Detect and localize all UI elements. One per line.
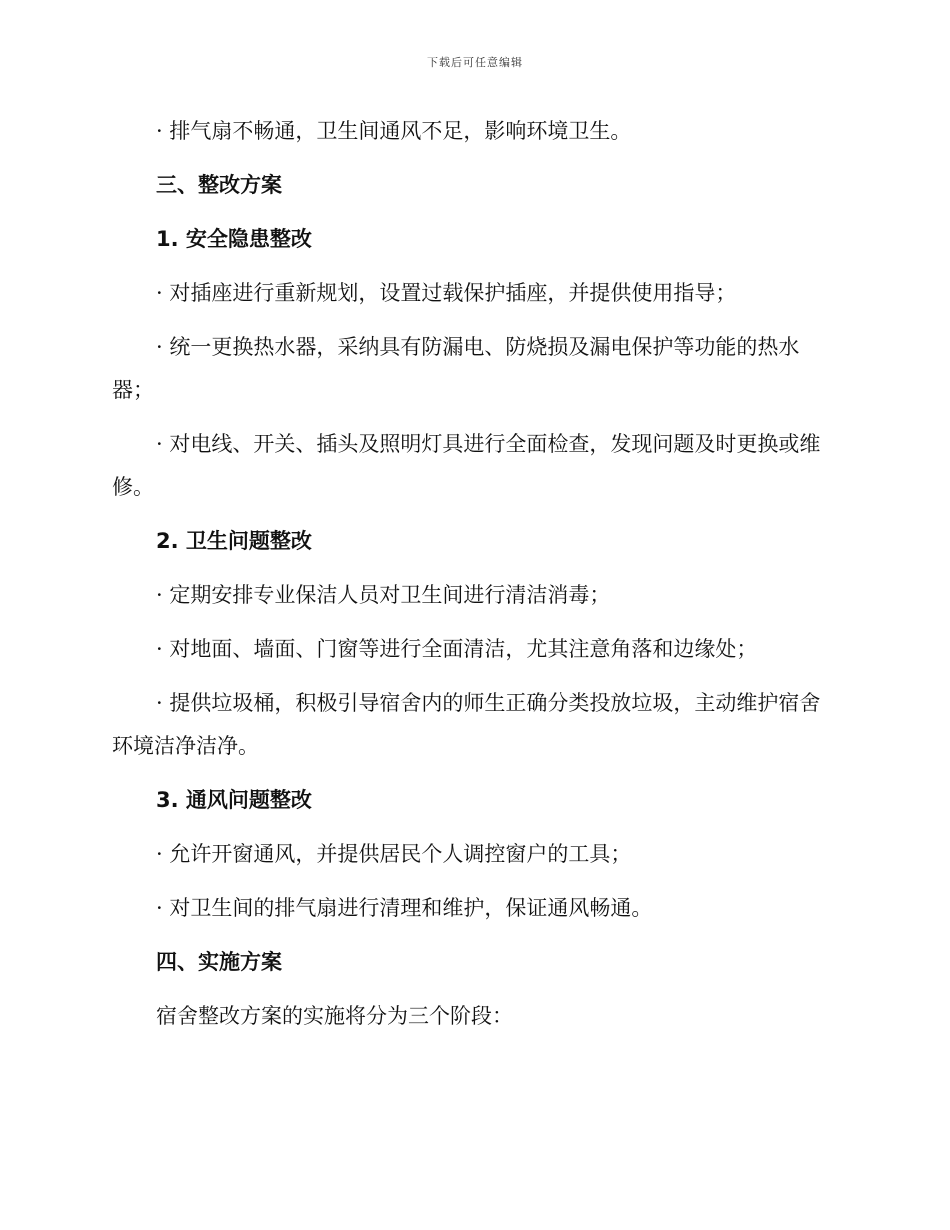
section-heading-rectification-plan: 三、整改方案: [156, 173, 282, 197]
bullet-wiring-inspection: · 对电线、开关、插头及照明灯具进行全面检查，发现问题及时更换或维修。: [112, 432, 821, 499]
bullet-water-heaters: · 统一更换热水器，采纳具有防漏电、防烧损及漏电保护等功能的热水器；: [112, 335, 800, 402]
bullet-cleaning-staff: · 定期安排专业保洁人员对卫生间进行清洁消毒；: [156, 583, 611, 607]
subheading-ventilation: 3. 通风问题整改: [156, 788, 312, 812]
bullet-floor-wall-cleaning: · 对地面、墙面、门窗等进行全面清洁，尤其注意角落和边缘处；: [156, 637, 758, 661]
implementation-intro: 宿舍整改方案的实施将分为三个阶段：: [156, 1004, 513, 1028]
bullet-exhaust-fan: · 排气扇不畅通，卫生间通风不足，影响环境卫生。: [156, 119, 632, 143]
bullet-open-windows: · 允许开窗通风，并提供居民个人调控窗户的工具；: [156, 842, 632, 866]
document-body: [112, 110, 824, 1049]
subheading-hygiene: 2. 卫生问题整改: [156, 529, 312, 553]
bullet-fan-maintenance: · 对卫生间的排气扇进行清理和维护，保证通风畅通。: [156, 896, 653, 920]
bullet-sockets: · 对插座进行重新规划，设置过载保护插座，并提供使用指导；: [156, 281, 737, 305]
section-heading-implementation: 四、实施方案: [156, 950, 282, 974]
page-header: 下载后可任意编辑: [427, 56, 523, 69]
bullet-trash-bins: · 提供垃圾桶，积极引导宿舍内的师生正确分类投放垃圾，主动维护宿舍环境洁净洁净。: [112, 691, 821, 758]
subheading-safety-hazards: 1. 安全隐患整改: [156, 227, 312, 251]
